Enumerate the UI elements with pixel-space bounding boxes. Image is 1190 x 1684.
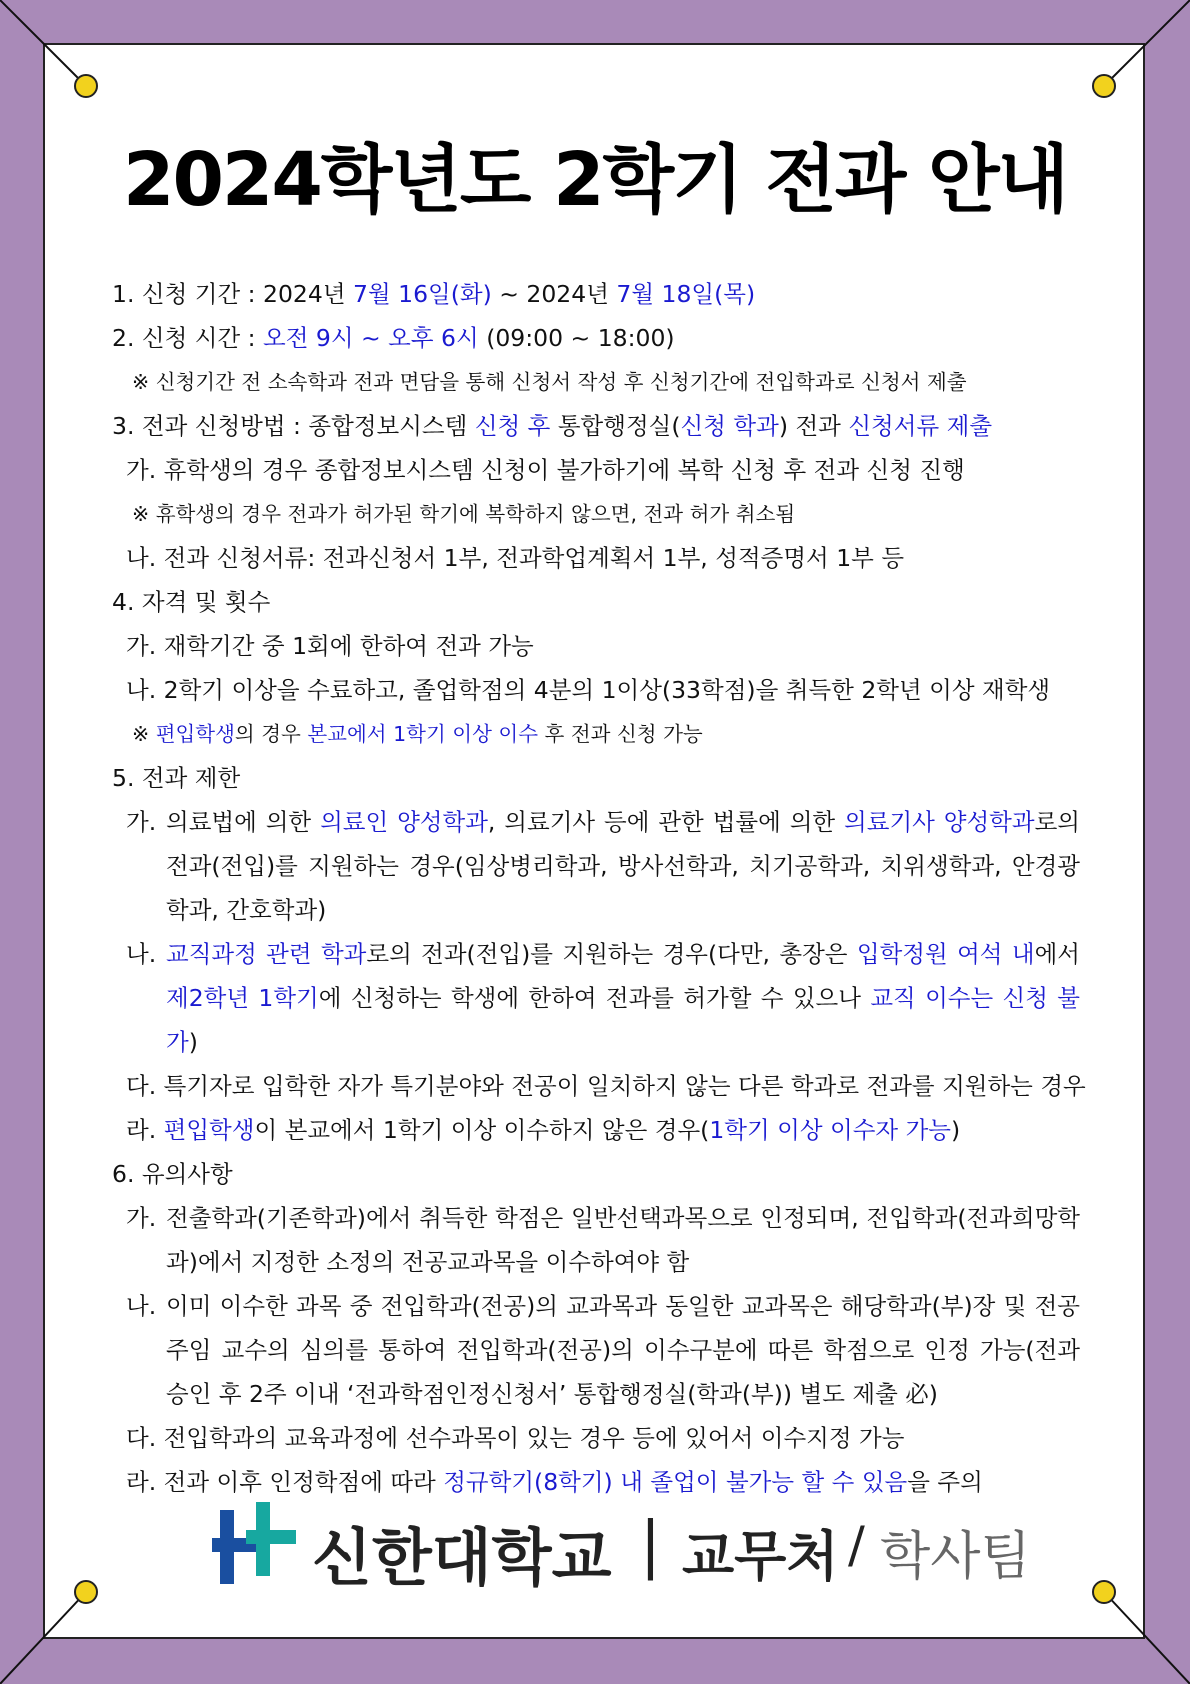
section-3-item-b: 나. 전과 신청서류: 전과신청서 1부, 전과학업계획서 1부, 성적증명서 1부 등 bbox=[126, 544, 905, 572]
team-name: 학사팀 bbox=[880, 1527, 1031, 1587]
section-5-heading: 5. 전과 제한 bbox=[112, 764, 241, 792]
section-4-item-a: 가. 재학기간 중 1회에 한하여 전과 가능 bbox=[126, 632, 534, 660]
section-6-item-c: 다. 전입학과의 교육과정에 선수과목이 있는 경우 등에 있어서 이수지정 가능 bbox=[126, 1424, 905, 1452]
section-5-item-a: 가. 의료법에 의한 의료인 양성학과, 의료기사 등에 관한 법률에 의한 의료기사 양성학과로의 전과(전입)를 지원하는 경우(임상병리학과, 방사선학과, 치기공학과, 치위생학과, 안경광학과, 간호학과) bbox=[126, 808, 1080, 924]
section-3-method: 3. 전과 신청방법 : 종합정보시스템 신청 후 통합행정실(신청 학과) 전과 신청서류 제출 bbox=[112, 412, 993, 440]
section-6-item-d: 라. 전과 이후 인정학점에 따라 정규학기(8학기) 내 졸업이 불가능 할 수 있음을 주의 bbox=[126, 1468, 983, 1496]
page-title: 2024학년도 2학기 전과 안내 bbox=[122, 137, 1068, 223]
section-2-time: 2. 신청 시간 : 오전 9시 ~ 오후 6시 (09:00 ~ 18:00) bbox=[112, 324, 675, 352]
section-6-heading: 6. 유의사항 bbox=[112, 1160, 233, 1188]
section-5-item-c: 다. 특기자로 입학한 자가 특기분야와 전공이 일치하지 않는 다른 학과로 전과를 지원하는 경우 bbox=[126, 1072, 1086, 1100]
section-4-heading: 4. 자격 및 횟수 bbox=[112, 588, 271, 616]
logo-divider: | bbox=[640, 1508, 661, 1581]
section-3-item-a: 가. 휴학생의 경우 종합정보시스템 신청이 불가하기에 복학 신청 후 전과 신청 진행 bbox=[126, 456, 965, 484]
university-name: 신한대학교 bbox=[312, 1521, 612, 1594]
footer-logo bbox=[0, 1490, 1190, 1600]
office-name: 교무처 bbox=[682, 1525, 839, 1588]
section-1-period: 1. 신청 기간 : 2024년 7월 16일(화) ~ 2024년 7월 18일(목) bbox=[112, 280, 756, 308]
section-4-item-b: 나. 2학기 이상을 수료하고, 졸업학점의 4분의 1이상(33학점)을 취득한 2학년 이상 재학생 bbox=[126, 676, 1051, 704]
notice-content bbox=[112, 272, 1086, 1504]
university-logo-icon bbox=[212, 1502, 296, 1586]
section-6-item-b: 나. 이미 이수한 과목 중 전입학과(전공)의 교과목과 동일한 교과목은 해당학과(부)장 및 전공주임 교수의 심의를 통하여 전입학과(전공)의 이수구분에 따른 학점으로 인정 가능(전과 승인 후 2주 이내 ‘전과학점인정신청서’ 통합행정실(학과(부)) 별도 제출 必) bbox=[126, 1292, 1080, 1408]
section-5-item-b: 나. 교직과정 관련 학과로의 전과(전입)를 지원하는 경우(다만, 총장은 입학정원 여석 내에서 제2학년 1학기에 신청하는 학생에 한하여 전과를 허가할 수 있으나 교직 이수는 신청 불가) bbox=[126, 940, 1080, 1056]
section-5-item-d: 라. 편입학생이 본교에서 1학기 이상 이수하지 않은 경우(1학기 이상 이수자 가능) bbox=[126, 1116, 961, 1144]
section-4-note: ※ 편입학생의 경우 본교에서 1학기 이상 이수 후 전과 신청 가능 bbox=[132, 722, 703, 746]
section-3-note: ※ 휴학생의 경우 전과가 허가된 학기에 복학하지 않으면, 전과 허가 취소됨 bbox=[132, 502, 796, 526]
section-6-item-a: 가. 전출학과(기존학과)에서 취득한 학점은 일반선택과목으로 인정되며, 전입학과(전과희망학과)에서 지정한 소정의 전공교과목을 이수하여야 함 bbox=[126, 1204, 1080, 1276]
section-2-note: ※ 신청기간 전 소속학과 전과 면담을 통해 신청서 작성 후 신청기간에 전입학과로 신청서 제출 bbox=[132, 370, 967, 394]
logo-slash: / bbox=[848, 1516, 865, 1574]
